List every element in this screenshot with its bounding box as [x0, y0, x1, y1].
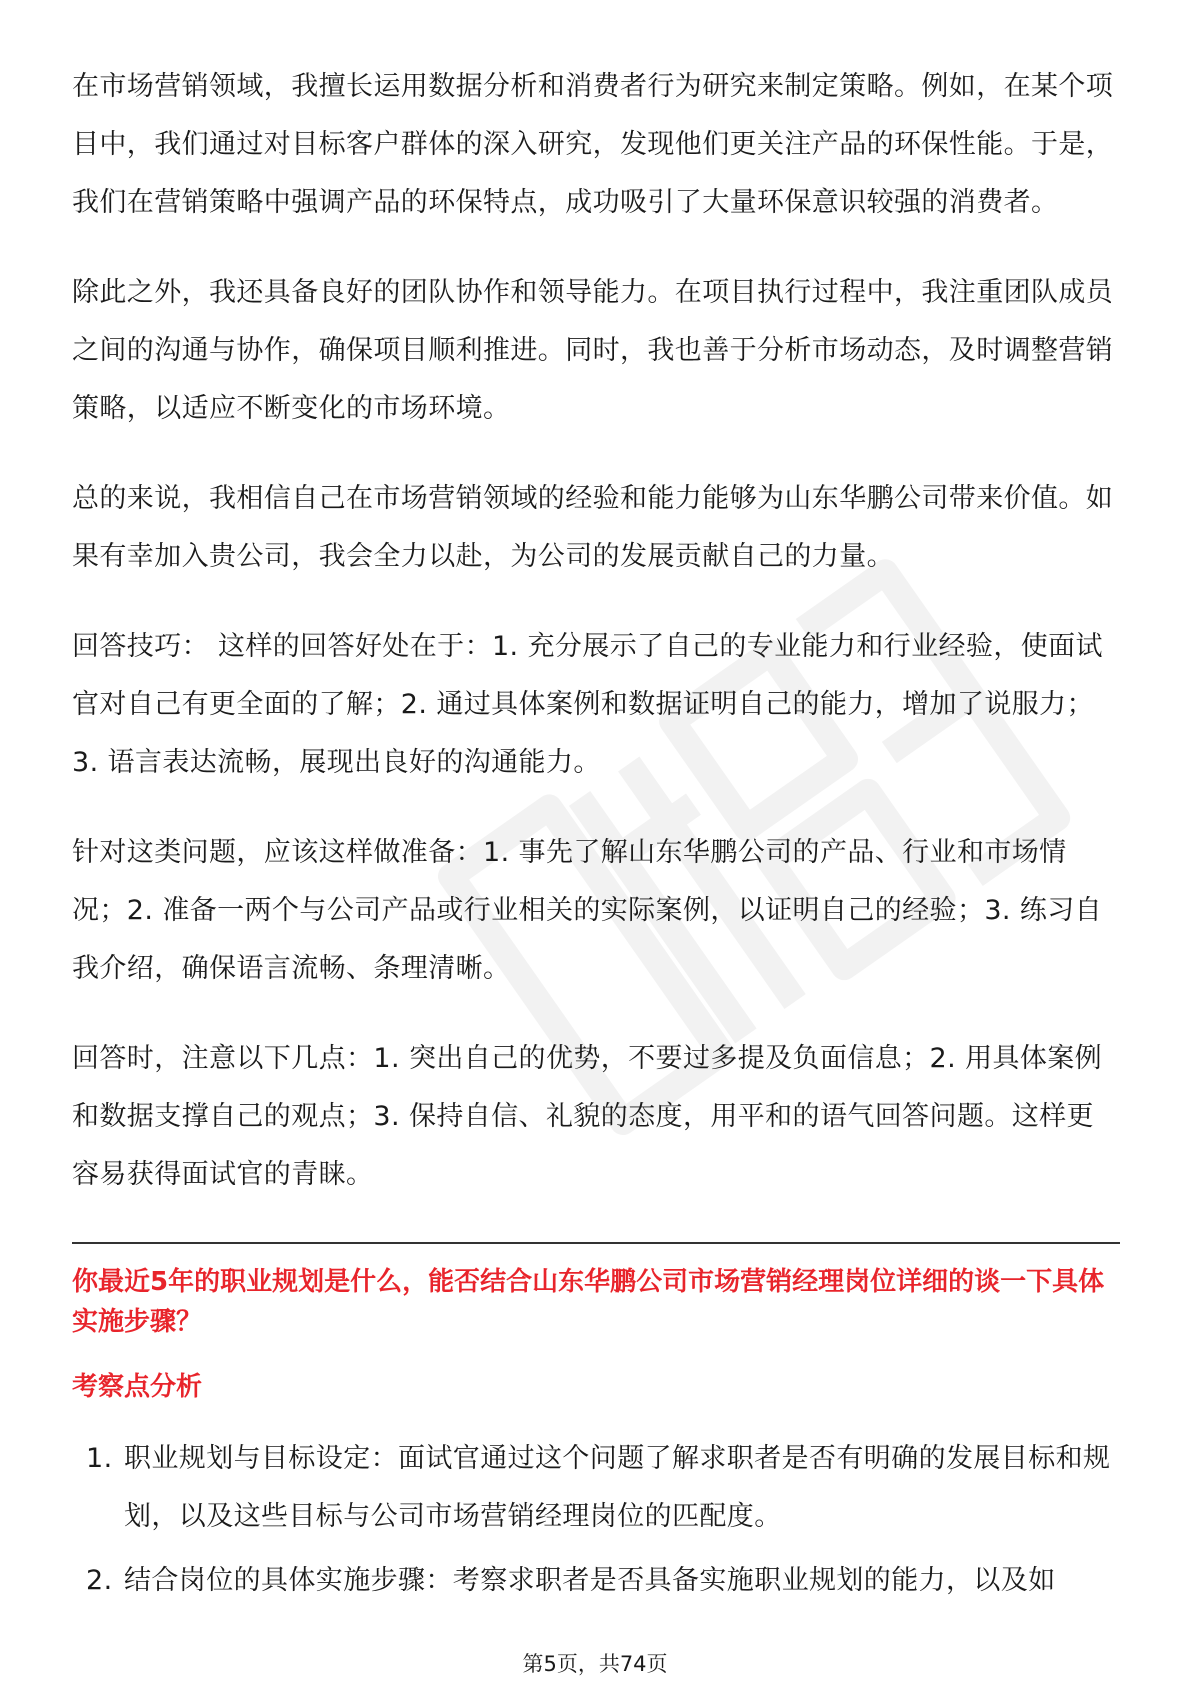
analysis-point-list — [72, 1430, 1120, 1610]
paragraph-teamwork: 除此之外，我还具备良好的团队协作和领导能力。在项目执行过程中，我注重团队成员之间的沟通与协作，确保项目顺利推进。同时，我也善于分析市场动态，及时调整营销策略，以适应不断变化的市场环境。 — [72, 277, 1114, 424]
list-item — [72, 1552, 1120, 1610]
list-item — [72, 1430, 1120, 1546]
paragraph-answer-tips: 回答技巧： 这样的回答好处在于：1. 充分展示了自己的专业能力和行业经验，使面试官对自己有更全面的了解；2. 通过具体案例和数据证明自己的能力，增加了说服力；3. 语言表达流畅，展现出良好的沟通能力。 — [72, 631, 1103, 778]
main-content — [72, 58, 1120, 1616]
paragraph-preparation: 针对这类问题，应该这样做准备：1. 事先了解山东华鹏公司的产品、行业和市场情况；2. 准备一两个与公司产品或行业相关的实际案例，以证明自己的经验；3. 练习自我介绍，确保语言流畅、条理清晰。 — [72, 837, 1103, 984]
section-divider — [72, 1242, 1120, 1244]
list-item-text: 职业规划与目标设定：面试官通过这个问题了解求职者是否有明确的发展目标和规划，以及这些目标与公司市场营销经理岗位的匹配度。 — [124, 1443, 1111, 1532]
paragraph-attention-points: 回答时，注意以下几点：1. 突出自己的优势，不要过多提及负面信息；2. 用具体案例和数据支撑自己的观点；3. 保持自信、礼貌的态度，用平和的语气回答问题。这样更容易获得面试官的青睐。 — [72, 1043, 1103, 1190]
interview-question: 你最近5年的职业规划是什么，能否结合山东华鹏公司市场营销经理岗位详细的谈一下具体实施步骤？ — [72, 1267, 1105, 1337]
analysis-section-title: 考察点分析 — [72, 1372, 203, 1402]
paragraph-experience: 在市场营销领域，我擅长运用数据分析和消费者行为研究来制定策略。例如，在某个项目中，我们通过对目标客户群体的深入研究，发现他们更关注产品的环保性能。于是，我们在营销策略中强调产品的环保特点，成功吸引了大量环保意识较强的消费者。 — [72, 71, 1114, 218]
paragraph-summary: 总的来说，我相信自己在市场营销领域的经验和能力能够为山东华鹏公司带来价值。如果有幸加入贵公司，我会全力以赴，为公司的发展贡献自己的力量。 — [72, 483, 1114, 572]
list-item-number: 1. — [86, 1443, 113, 1474]
list-item-text: 结合岗位的具体实施步骤：考察求职者是否具备实施职业规划的能力，以及如 — [124, 1565, 1056, 1596]
page-number-footer: 第5页，共74页 — [522, 1652, 668, 1676]
list-item-number: 2. — [86, 1565, 113, 1596]
